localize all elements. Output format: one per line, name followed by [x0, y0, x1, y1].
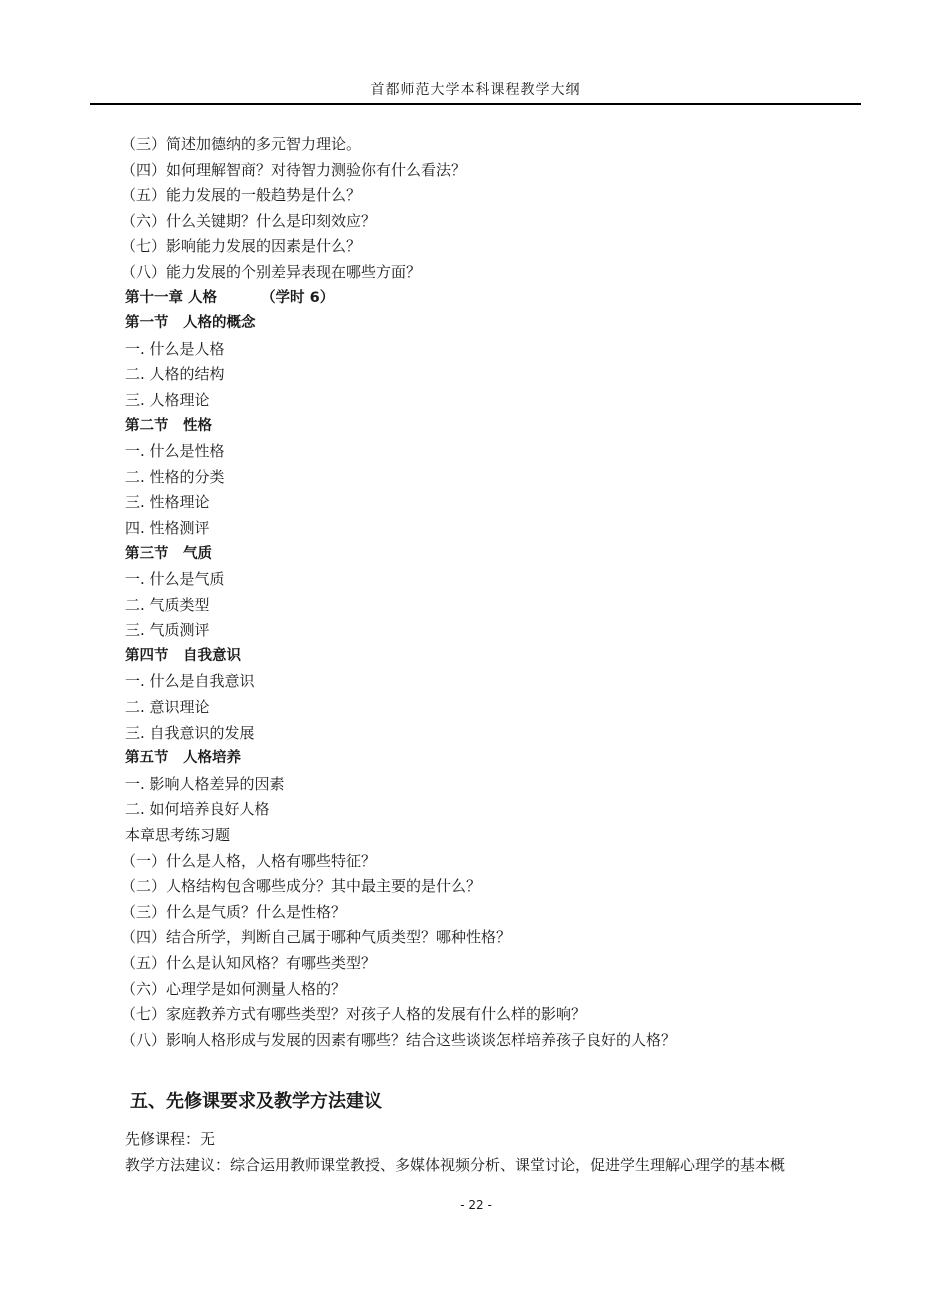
section-five-heading: 五、先修课要求及教学方法建议 [130, 1091, 382, 1112]
prev-question: （四）如何理解智商？对待智力测验你有什么看法？ [121, 160, 467, 179]
section-title: 第三节 气质 [125, 545, 212, 562]
section-item: 一. 什么是自我意识 [125, 672, 255, 691]
section-item: 一. 影响人格差异的因素 [125, 774, 285, 793]
section-item: 二. 气质类型 [125, 595, 210, 614]
section-item: 一. 什么是性格 [125, 442, 225, 461]
prerequisite-text: 先修课程：无 [125, 1130, 216, 1148]
page-header-title: 首都师范大学本科课程教学大纲 [370, 82, 581, 98]
section-item: 三. 性格理论 [125, 493, 210, 512]
section-item: 三. 自我意识的发展 [125, 723, 255, 742]
section-item: 三. 气质测评 [125, 621, 210, 640]
prev-question: （三）简述加德纳的多元智力理论。 [121, 135, 362, 153]
exercise-question: （二）人格结构包含哪些成分？其中最主要的是什么？ [121, 877, 482, 896]
section-item: 二. 意识理论 [125, 698, 210, 717]
section-five-body [125, 1127, 870, 1178]
exercise-question: （六）心理学是如何测量人格的？ [121, 979, 347, 998]
exercise-title: 本章思考练习题 [125, 826, 231, 845]
exercise-question: （七）家庭教养方式有哪些类型？对孩子人格的发展有什么样的影响？ [121, 1005, 587, 1024]
section-item: 四. 性格测评 [125, 518, 210, 537]
section-item: 一. 什么是人格 [125, 339, 225, 358]
exercise-question: （五）什么是认知风格？有哪些类型？ [121, 954, 377, 972]
chapter-title: 第十一章 人格 [125, 289, 218, 306]
header-rule [90, 103, 861, 105]
section-item: 二. 人格的结构 [125, 365, 225, 384]
prev-question: （六）什么关键期？什么是印刻效应？ [121, 211, 377, 230]
section-title: 第二节 性格 [125, 417, 212, 434]
page-number: - 22 - [460, 1198, 492, 1212]
section-item: 一. 什么是气质 [125, 570, 225, 589]
section-title: 第五节 人格培养 [125, 750, 241, 767]
exercise-question: （一）什么是人格，人格有哪些特征？ [121, 851, 377, 870]
exercise-question: （四）结合所学，判断自己属于哪种气质类型？哪种性格？ [121, 928, 512, 947]
exercise-question: （三）什么是气质？什么是性格？ [121, 902, 347, 921]
main-content [121, 132, 870, 1053]
teaching-method-text: 教学方法建议：综合运用教师课堂教授、多媒体视频分析、课堂讨论，促进学生理解心理学的基本概 [125, 1155, 786, 1174]
prev-question: （八）能力发展的个别差异表现在哪些方面？ [121, 262, 422, 281]
section-item: 二. 性格的分类 [125, 467, 225, 486]
exercise-question: （八）影响人格形成与发展的因素有哪些？结合这些谈谈怎样培养孩子良好的人格？ [121, 1030, 677, 1049]
chapter-hours: （学时 6） [261, 289, 335, 306]
section-item: 三. 人格理论 [125, 390, 210, 409]
section-title: 第四节 自我意识 [125, 647, 241, 664]
section-title: 第一节 人格的概念 [125, 315, 256, 332]
section-item: 二. 如何培养良好人格 [125, 800, 270, 819]
prev-question: （五）能力发展的一般趋势是什么？ [121, 186, 362, 205]
prev-question: （七）影响能力发展的因素是什么？ [121, 237, 362, 256]
chapter-heading [125, 286, 870, 312]
